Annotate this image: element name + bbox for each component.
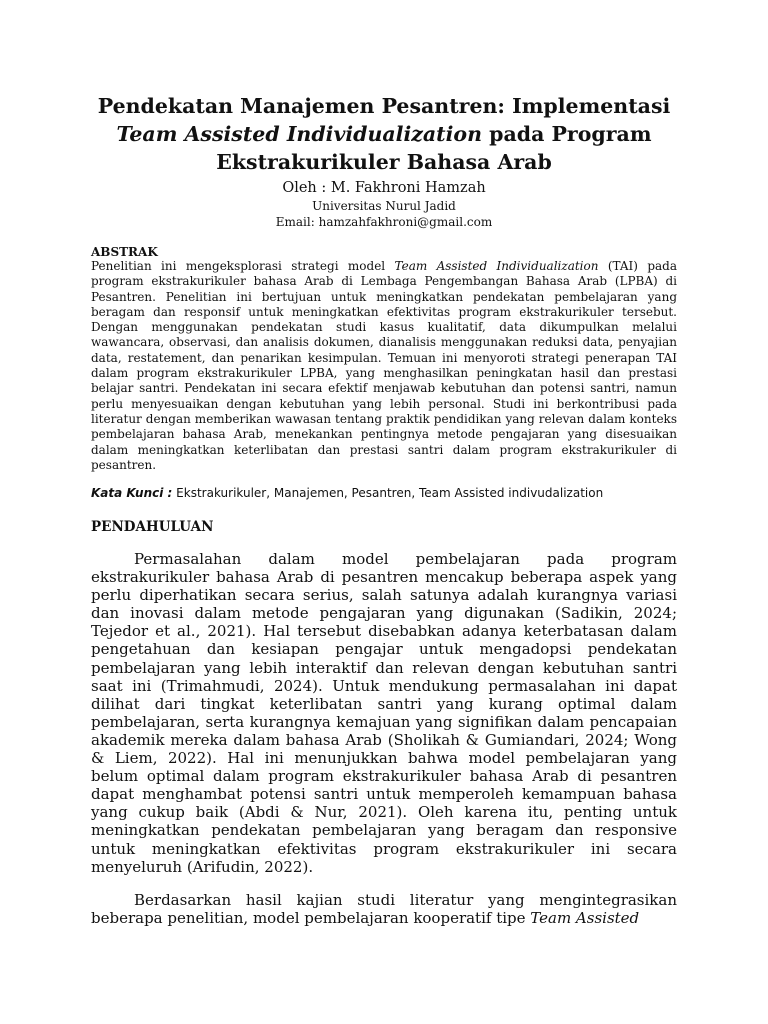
title-italic: Team Assisted Individualization: [116, 122, 482, 146]
paragraph-2: [91, 891, 677, 927]
keywords-line: [91, 485, 691, 501]
abstract-rest: (TAI) pada program ekstrakurikuler bahasa Arab di Lembaga Pengembangan Bahasa Arab (LPBA) di Pesantren. Penelitian ini bertujuan untuk meningkatkan pendekatan pembelajaran yang beragam dan responsif untuk meningkatkan efektivitas program ekstrakurikuler tersebut. Dengan menggunakan pendekatan studi kasus kualitatif, data dikumpulkan melalui wawancara, observasi, dan analisis dokumen, dianalisis menggunakan reduksi data, penyajian data, restatement, dan penarikan kesimpulan. Temuan ini menyoroti strategi penerapan TAI dalam program ekstrakurikuler LPBA, yang menghasilkan peningkatan hasil dan prestasi belajar santri. Pendekatan ini secara efektif menjawab kebutuhan dan potensi santri, namun perlu menyesuaikan dengan kebutuhan yang lebih personal. Studi ini berkontribusi pada literatur dengan memberikan wawasan tentang praktik pendidikan yang relevan dalam konteks pembelajaran bahasa Arab, menekankan pentingnya metode pengajaran yang disesuaikan dalam meningkatkan keterlibatan dan prestasi santri dalam program ekstrakurikuler di pesantren.: [91, 259, 678, 472]
title-part1: Pendekatan Manajemen Pesantren: Implementasi: [97, 94, 671, 118]
paper-title: [60, 92, 708, 176]
section-heading: PENDAHULUAN: [91, 519, 214, 535]
abstract-heading: ABSTRAK: [91, 245, 158, 259]
author-line: Oleh : M. Fakhroni Hamzah: [282, 180, 486, 196]
abstract-body: [91, 259, 677, 473]
paragraph-2-start: Berdasarkan hasil kajian studi literatur yang mengintegrasikan beberapa penelitian, model pembelajaran kooperatif tipe: [91, 891, 677, 928]
title-part2: pada Program Ekstrakurikuler Bahasa Arab: [216, 122, 652, 174]
keywords-label: Kata Kunci :: [91, 486, 173, 500]
abstract-start: Penelitian ini mengeksplorasi strategi model: [91, 259, 395, 273]
paragraph-2-italic: Team Assisted: [530, 909, 640, 928]
email-line: Email: hamzahfakhroni@gmail.com: [275, 215, 493, 229]
paragraph-1: Permasalahan dalam model pembelajaran pada program ekstrakurikuler bahasa Arab di pesantren mencakup beberapa aspek yang perlu diperhatikan secara serius, salah satunya adalah kurangnya variasi dan inovasi dalam metode pengajaran yang digunakan (Sadikin, 2024; Tejedor et al., 2021). Hal tersebut disebabkan adanya keterbatasan dalam pengetahuan dan kesiapan pengajar untuk mengadopsi pendekatan pembelajaran yang lebih interaktif dan relevan dengan kebutuhan santri saat ini (Trimahmudi, 2024). Untuk mendukung permasalahan ini dapat dilihat dari tingkat keterlibatan santri yang kurang optimal dalam pembelajaran, serta kurangnya kemajuan yang signifikan dalam pencapaian akademik mereka dalam bahasa Arab (Sholikah & Gumiandari, 2024; Wong & Liem, 2022). Hal ini menunjukkan bahwa model pembelajaran yang belum optimal dalam program ekstrakurikuler bahasa Arab di pesantren dapat menghambat potensi santri untuk memperoleh kemampuan bahasa yang cukup baik (Abdi & Nur, 2021). Oleh karena itu, penting untuk meningkatkan pendekatan pembelajaran yang beragam dan responsive untuk meningkatkan efektivitas program ekstrakurikuler ini secara menyeluruh (Arifudin, 2022).: [91, 550, 677, 876]
abstract-italic: Team Assisted Individualization: [394, 259, 599, 273]
keywords-value: Ekstrakurikuler, Manajemen, Pesantren, Team Assisted indivudalization: [176, 486, 604, 500]
institution: Universitas Nurul Jadid: [312, 199, 456, 213]
